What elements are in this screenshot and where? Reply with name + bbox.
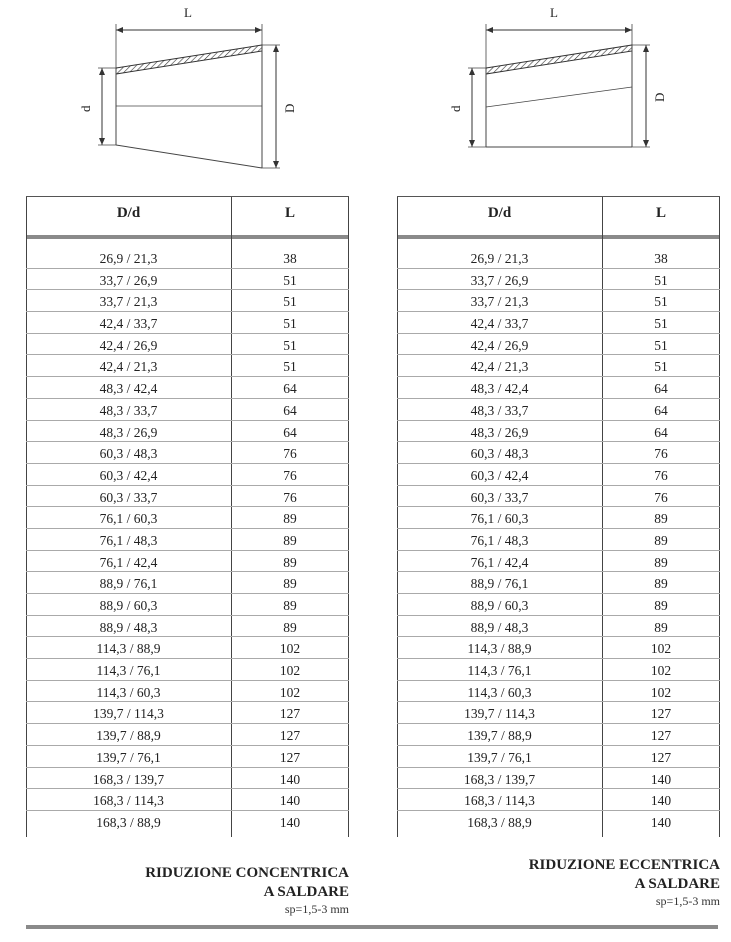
diameter-pair-cell: 168,3 / 88,9 — [467, 814, 532, 830]
table-row — [26, 616, 349, 638]
length-cell: 51 — [283, 316, 297, 332]
caption-subtitle: A SALDARE — [634, 876, 720, 892]
diameter-pair-cell: 168,3 / 114,3 — [93, 793, 164, 809]
diameter-pair-cell: 139,7 / 88,9 — [96, 728, 161, 744]
table-row — [26, 399, 349, 421]
table-row — [397, 507, 720, 529]
table-row — [397, 811, 720, 833]
table-body — [26, 247, 349, 833]
length-label: L — [184, 5, 192, 20]
table-row — [26, 659, 349, 681]
diameter-pair-cell: 139,7 / 76,1 — [96, 749, 161, 765]
diameter-pair-cell: 114,3 / 88,9 — [467, 641, 532, 657]
length-cell: 89 — [283, 598, 297, 613]
dimension-D — [632, 45, 667, 147]
table-row — [397, 659, 720, 681]
table-header — [397, 196, 720, 235]
diameter-pair-cell: 76,1 / 48,3 — [99, 532, 158, 548]
diameter-pair-cell: 114,3 / 60,3 — [96, 684, 161, 700]
reducer-body — [486, 45, 632, 147]
length-cell: 38 — [654, 251, 668, 266]
reducer-body — [116, 45, 262, 168]
concentric-dimensions-table — [26, 196, 349, 837]
diameter-pair-cell: 60,3 / 33,7 — [470, 489, 529, 505]
length-cell: 51 — [654, 359, 668, 375]
caption-subtitle: A SALDARE — [263, 884, 349, 900]
diameter-pair-cell: 139,7 / 114,3 — [93, 706, 164, 722]
diameter-pair-cell: 42,4 / 21,3 — [470, 359, 529, 375]
small-diameter-label: d — [448, 105, 463, 112]
header-diameters: D/d — [487, 205, 512, 221]
diameter-pair-cell: 76,1 / 42,4 — [470, 554, 529, 570]
table-row — [397, 637, 720, 659]
large-diameter-label: D — [282, 103, 297, 113]
table-row — [26, 702, 349, 724]
table-row — [26, 768, 349, 790]
diameter-pair-cell: 114,3 / 60,3 — [467, 684, 532, 700]
length-cell: 64 — [654, 424, 668, 440]
table-row — [397, 594, 720, 616]
length-cell: 51 — [283, 359, 297, 375]
table-row — [26, 290, 349, 312]
header-length: L — [284, 205, 295, 221]
length-cell: 76 — [283, 467, 297, 483]
diameter-pair-cell: 42,4 / 33,7 — [99, 316, 158, 332]
length-cell: 140 — [650, 814, 672, 830]
table-row — [397, 789, 720, 811]
length-cell: 102 — [279, 663, 301, 679]
diameter-pair-cell: 48,3 / 33,7 — [470, 402, 529, 418]
length-cell: 140 — [650, 793, 672, 809]
table-body — [397, 247, 720, 833]
length-cell: 64 — [283, 402, 297, 418]
diameter-pair-cell: 33,7 / 26,9 — [99, 272, 158, 288]
table-row — [397, 334, 720, 356]
diameter-pair-cell: 114,3 / 88,9 — [96, 641, 161, 657]
table-row — [397, 768, 720, 790]
table-row — [397, 290, 720, 312]
table-row — [26, 247, 349, 269]
diameter-pair-cell: 114,3 / 76,1 — [96, 663, 161, 679]
eccentric-caption — [529, 856, 720, 908]
dimension-d — [78, 68, 116, 145]
table-row — [397, 572, 720, 594]
caption-thickness: sp=1,5-3 mm — [655, 894, 720, 908]
diameter-pair-cell: 33,7 / 21,3 — [470, 294, 529, 310]
table-row — [397, 681, 720, 703]
length-cell: 51 — [283, 337, 297, 353]
length-cell: 76 — [654, 446, 668, 462]
table-row — [26, 572, 349, 594]
diameter-pair-cell: 42,4 / 26,9 — [470, 337, 529, 353]
diameter-pair-cell: 60,3 / 42,4 — [99, 467, 158, 483]
concentric-reducer-drawing — [60, 0, 320, 180]
diameter-pair-cell: 48,3 / 26,9 — [470, 424, 529, 440]
length-cell: 89 — [654, 532, 668, 548]
diameter-pair-cell: 88,9 / 76,1 — [99, 576, 158, 592]
length-cell: 76 — [283, 446, 297, 462]
table-row — [26, 464, 349, 486]
diameter-pair-cell: 60,3 / 42,4 — [470, 467, 529, 483]
table-row — [26, 442, 349, 464]
diameter-pair-cell: 88,9 / 48,3 — [99, 619, 158, 635]
length-cell: 102 — [279, 641, 301, 657]
length-cell: 89 — [654, 511, 668, 527]
diameter-pair-cell: 26,9 / 21,3 — [470, 251, 529, 266]
length-cell: 64 — [654, 381, 668, 397]
length-cell: 64 — [654, 402, 668, 418]
diameter-pair-cell: 88,9 / 48,3 — [470, 619, 529, 635]
length-cell: 127 — [650, 706, 672, 722]
diameter-pair-cell: 76,1 / 60,3 — [99, 511, 158, 527]
diameter-pair-cell: 168,3 / 139,7 — [92, 771, 165, 787]
table-row — [397, 269, 720, 291]
table-row — [26, 551, 349, 573]
length-cell: 127 — [650, 728, 672, 744]
length-cell: 76 — [283, 489, 297, 505]
length-cell: 76 — [654, 489, 668, 505]
length-cell: 38 — [283, 251, 297, 266]
diameter-pair-cell: 48,3 / 42,4 — [470, 381, 529, 397]
concentric-caption — [145, 864, 349, 916]
caption-title: RIDUZIONE CONCENTRICA — [145, 865, 349, 881]
diameter-pair-cell: 33,7 / 21,3 — [99, 294, 158, 310]
diameter-pair-cell: 168,3 / 114,3 — [464, 793, 535, 809]
table-row — [397, 247, 720, 269]
table-row — [26, 269, 349, 291]
length-cell: 102 — [650, 641, 672, 657]
small-diameter-label: d — [78, 105, 93, 112]
table-row — [26, 486, 349, 508]
length-cell: 89 — [654, 598, 668, 613]
table-row — [26, 529, 349, 551]
table-row — [397, 616, 720, 638]
diameter-pair-cell: 60,3 / 48,3 — [470, 446, 529, 462]
table-row — [397, 399, 720, 421]
caption-title: RIDUZIONE ECCENTRICA — [528, 857, 720, 873]
length-cell: 127 — [279, 728, 301, 744]
diameter-pair-cell: 26,9 / 21,3 — [99, 251, 158, 266]
length-cell: 64 — [283, 381, 297, 397]
footer-rule — [26, 925, 718, 929]
table-row — [397, 486, 720, 508]
caption-thickness: sp=1,5-3 mm — [284, 902, 349, 916]
length-cell: 89 — [654, 619, 668, 635]
header-length: L — [655, 205, 666, 221]
table-row — [26, 811, 349, 833]
length-cell: 102 — [650, 663, 672, 679]
length-cell: 89 — [283, 619, 297, 635]
length-cell: 140 — [650, 771, 672, 787]
large-diameter-label: D — [652, 92, 667, 102]
table-header — [26, 196, 349, 235]
table-row — [26, 789, 349, 811]
length-cell: 51 — [283, 272, 297, 288]
table-row — [26, 746, 349, 768]
diameter-pair-cell: 168,3 / 139,7 — [463, 771, 536, 787]
length-cell: 51 — [654, 337, 668, 353]
length-cell: 89 — [654, 554, 668, 570]
table-row — [397, 702, 720, 724]
diameter-pair-cell: 114,3 / 76,1 — [467, 663, 532, 679]
header-diameters: D/d — [116, 205, 141, 221]
length-cell: 51 — [654, 294, 668, 310]
length-cell: 51 — [283, 294, 297, 310]
length-cell: 89 — [654, 576, 668, 592]
table-row — [26, 355, 349, 377]
table-row — [26, 334, 349, 356]
diameter-pair-cell: 48,3 / 42,4 — [99, 381, 158, 397]
table-row — [26, 421, 349, 443]
length-cell: 102 — [650, 684, 672, 700]
diameter-pair-cell: 88,9 / 60,3 — [470, 598, 529, 613]
diameter-pair-cell: 139,7 / 114,3 — [464, 706, 535, 722]
table-row — [26, 377, 349, 399]
diameter-pair-cell: 139,7 / 76,1 — [467, 749, 532, 765]
table-row — [26, 507, 349, 529]
table-row — [397, 551, 720, 573]
diameter-pair-cell: 88,9 / 60,3 — [99, 598, 158, 613]
length-cell: 51 — [654, 316, 668, 332]
diameter-pair-cell: 60,3 / 48,3 — [99, 446, 158, 462]
table-row — [26, 594, 349, 616]
diameter-pair-cell: 76,1 / 42,4 — [99, 554, 158, 570]
length-cell: 89 — [283, 532, 297, 548]
dimension-d — [448, 68, 486, 147]
table-row — [26, 724, 349, 746]
length-cell: 140 — [279, 793, 301, 809]
eccentric-reducer-drawing — [430, 0, 690, 180]
table-row — [397, 724, 720, 746]
length-cell: 127 — [279, 706, 301, 722]
table-row — [397, 442, 720, 464]
length-cell: 127 — [279, 749, 301, 765]
diameter-pair-cell: 48,3 / 33,7 — [99, 402, 158, 418]
length-cell: 64 — [283, 424, 297, 440]
diameter-pair-cell: 60,3 / 33,7 — [99, 489, 158, 505]
length-cell: 140 — [279, 771, 301, 787]
diameter-pair-cell: 139,7 / 88,9 — [467, 728, 532, 744]
table-row — [397, 312, 720, 334]
length-cell: 51 — [654, 272, 668, 288]
table-row — [397, 421, 720, 443]
diameter-pair-cell: 76,1 / 60,3 — [470, 511, 529, 527]
diameter-pair-cell: 76,1 / 48,3 — [470, 532, 529, 548]
length-cell: 127 — [650, 749, 672, 765]
diameter-pair-cell: 48,3 / 26,9 — [99, 424, 158, 440]
diameter-pair-cell: 42,4 / 21,3 — [99, 359, 158, 375]
dimension-D — [262, 45, 297, 168]
table-row — [397, 377, 720, 399]
diameter-pair-cell: 42,4 / 26,9 — [99, 337, 158, 353]
table-row — [26, 681, 349, 703]
length-cell: 140 — [279, 814, 301, 830]
eccentric-dimensions-table — [397, 196, 720, 837]
length-cell: 89 — [283, 554, 297, 570]
table-row — [397, 746, 720, 768]
table-row — [397, 355, 720, 377]
table-row — [397, 464, 720, 486]
diameter-pair-cell: 88,9 / 76,1 — [470, 576, 529, 592]
table-row — [26, 312, 349, 334]
diameter-pair-cell: 168,3 / 88,9 — [96, 814, 161, 830]
length-cell: 89 — [283, 511, 297, 527]
length-cell: 89 — [283, 576, 297, 592]
length-cell: 102 — [279, 684, 301, 700]
diameter-pair-cell: 33,7 / 26,9 — [470, 272, 529, 288]
length-label: L — [550, 5, 558, 20]
diameter-pair-cell: 42,4 / 33,7 — [470, 316, 529, 332]
table-row — [26, 637, 349, 659]
table-row — [397, 529, 720, 551]
length-cell: 76 — [654, 467, 668, 483]
